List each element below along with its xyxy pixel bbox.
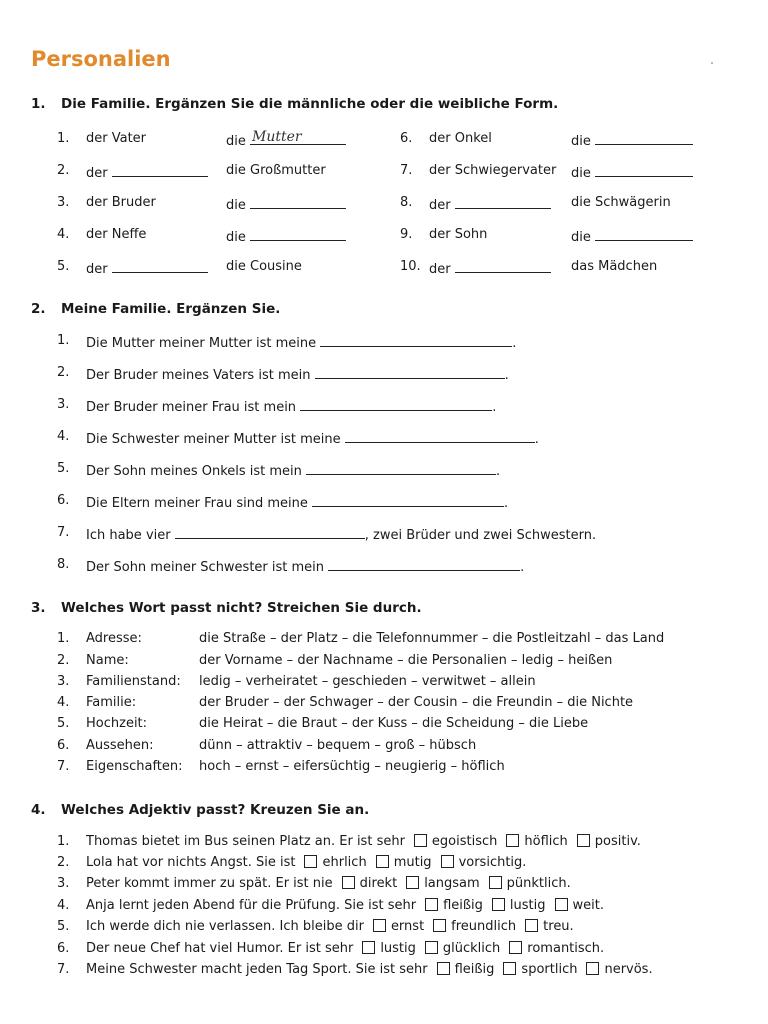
s1-item-5 (57, 259, 302, 277)
word-list[interactable]: der Vorname – der Nachname – die Personalien – ledig – heißen (199, 653, 613, 668)
answer-blank[interactable] (250, 227, 346, 241)
s3-item-7 (57, 759, 505, 774)
item-text: Die Mutter meiner Mutter ist meine (86, 336, 317, 351)
answer-blank[interactable] (250, 195, 346, 209)
option-label: romantisch. (527, 941, 605, 956)
checkbox[interactable] (492, 898, 505, 911)
item-feminine: die Cousine (226, 259, 302, 274)
item-end: . (520, 560, 525, 575)
option-label: glücklich (442, 941, 501, 956)
item-text: Der Sohn meiner Schwester ist mein (86, 560, 325, 575)
s2-item-8 (57, 557, 525, 575)
section-number: 4. (31, 802, 46, 818)
item-number: 8. (400, 195, 413, 210)
section-number: 3. (31, 600, 46, 616)
item-number: 3. (57, 397, 70, 412)
option-label: lustig (380, 941, 416, 956)
word-list[interactable]: der Bruder – der Schwager – der Cousin – die Freundin – die Nichte (199, 695, 634, 710)
item-label: Name: (86, 653, 129, 668)
checkbox[interactable] (441, 855, 454, 868)
item-masculine: der (86, 262, 108, 277)
item-label: Adresse: (86, 631, 142, 646)
item-number: 7. (400, 163, 413, 178)
checkbox[interactable] (509, 941, 522, 954)
answer-blank[interactable] (455, 195, 551, 209)
item-number: 4. (57, 898, 70, 913)
option-label: ehrlich (322, 855, 367, 870)
option-label: treu. (543, 919, 574, 934)
item-number: 1. (57, 631, 70, 646)
section-title: Die Familie. Ergänzen Sie die männliche oder die weibliche Form. (61, 96, 559, 112)
item-number: 7. (57, 962, 70, 977)
section-title: Meine Familie. Ergänzen Sie. (61, 301, 281, 317)
checkbox[interactable] (437, 962, 450, 975)
item-number: 4. (57, 227, 70, 242)
word-list[interactable]: die Heirat – die Braut – der Kuss – die Scheidung – die Liebe (199, 716, 589, 731)
item-end: . (492, 400, 497, 415)
checkbox[interactable] (586, 962, 599, 975)
word-list[interactable]: dünn – attraktiv – bequem – groß – hübsch (199, 738, 477, 753)
item-feminine: die (226, 198, 246, 213)
s4-item-1 (57, 834, 641, 849)
section-title: Welches Wort passt nicht? Streichen Sie durch. (61, 600, 422, 616)
s1-item-3 (57, 195, 246, 213)
answer-blank[interactable] (595, 227, 693, 241)
checkbox[interactable] (433, 919, 446, 932)
s4-item-7 (57, 962, 653, 977)
item-feminine: die Großmutter (226, 163, 326, 178)
s2-item-5 (57, 461, 501, 479)
item-label: Eigenschaften: (86, 759, 183, 774)
s4-item-5 (57, 919, 574, 934)
section-3-heading (31, 600, 422, 616)
answer-blank[interactable] (320, 333, 512, 347)
checkbox[interactable] (362, 941, 375, 954)
item-number: 4. (57, 695, 70, 710)
item-feminine: die (226, 134, 246, 149)
word-list[interactable]: hoch – ernst – eifersüchtig – neugierig – höflich (199, 759, 505, 774)
item-number: 5. (57, 259, 70, 274)
item-masculine: der (429, 198, 451, 213)
item-number: 2. (57, 653, 70, 668)
item-masculine: der (429, 262, 451, 277)
item-number: 5. (57, 919, 70, 934)
option-label: egoistisch (431, 834, 498, 849)
option-label: positiv. (594, 834, 641, 849)
answer-blank[interactable] (455, 259, 551, 273)
s2-item-1 (57, 333, 517, 351)
option-label: langsam (424, 876, 480, 891)
word-list[interactable]: die Straße – der Platz – die Telefonnummer – die Postleitzahl – das Land (199, 631, 665, 646)
s1-item-1 (57, 129, 302, 149)
item-end: . (504, 496, 509, 511)
item-text: Peter kommt immer zu spät. Er ist nie (86, 876, 333, 891)
checkbox[interactable] (342, 876, 355, 889)
item-end: . (496, 464, 501, 479)
item-text: Ich habe vier (86, 528, 171, 543)
section-2-heading (31, 301, 281, 317)
checkbox[interactable] (506, 834, 519, 847)
s2-item-2 (57, 365, 509, 383)
answer-blank[interactable] (595, 163, 693, 177)
item-number: 3. (57, 195, 70, 210)
handwritten-answer: Mutter (252, 129, 302, 145)
s2-item-6 (57, 493, 509, 511)
item-feminine: das Mädchen (571, 259, 658, 274)
item-feminine: die Schwägerin (571, 195, 671, 210)
item-number: 7. (57, 525, 70, 540)
checkbox[interactable] (577, 834, 590, 847)
checkbox[interactable] (304, 855, 317, 868)
item-number: 3. (57, 876, 70, 891)
item-number: 2. (57, 365, 70, 380)
item-masculine: der (86, 166, 108, 181)
s2-item-7 (57, 525, 597, 543)
option-label: mutig (393, 855, 432, 870)
item-number: 4. (57, 429, 70, 444)
item-text: Der neue Chef hat viel Humor. Er ist sehr (86, 941, 354, 956)
item-label: Aussehen: (86, 738, 154, 753)
item-masculine: der Sohn (429, 227, 488, 242)
s1-item-10 (400, 259, 658, 277)
checkbox[interactable] (525, 919, 538, 932)
answer-blank[interactable] (250, 131, 346, 145)
item-number: 2. (57, 163, 70, 178)
option-label: fleißig (443, 898, 483, 913)
checkbox[interactable] (376, 855, 389, 868)
section-number: 1. (31, 96, 46, 112)
answer-blank[interactable] (345, 429, 535, 443)
item-text: Anja lernt jeden Abend für die Prüfung. Sie ist sehr (86, 898, 417, 913)
item-text: Der Bruder meiner Frau ist mein (86, 400, 297, 415)
item-label: Familienstand: (86, 674, 181, 689)
item-masculine: der Schwiegervater (429, 163, 557, 178)
option-label: sportlich (521, 962, 578, 977)
item-number: 6. (57, 941, 70, 956)
item-end: . (534, 432, 539, 447)
section-4-heading (31, 802, 370, 818)
word-list[interactable]: ledig – verheiratet – geschieden – verwitwet – allein (199, 674, 536, 689)
item-text: Der Sohn meines Onkels ist mein (86, 464, 302, 479)
s1-item-8 (400, 195, 671, 213)
item-number: 5. (57, 461, 70, 476)
s1-item-9 (400, 227, 591, 245)
item-masculine: der Onkel (429, 131, 492, 146)
item-feminine: die (571, 166, 591, 181)
answer-blank[interactable] (328, 557, 520, 571)
answer-blank[interactable] (315, 365, 505, 379)
s1-item-6 (400, 131, 591, 149)
answer-blank[interactable] (175, 525, 365, 539)
option-label: vorsichtig. (458, 855, 527, 870)
s3-item-3 (57, 674, 536, 689)
item-number: 1. (57, 333, 70, 348)
s3-item-1 (57, 631, 665, 646)
option-label: fleißig (454, 962, 495, 977)
option-label: direkt (359, 876, 398, 891)
s1-item-7 (400, 163, 591, 181)
answer-blank[interactable] (312, 493, 504, 507)
s3-item-6 (57, 738, 477, 753)
section-title: Welches Adjektiv passt? Kreuzen Sie an. (61, 802, 370, 818)
item-number: 6. (57, 493, 70, 508)
item-end: . (512, 336, 517, 351)
checkbox[interactable] (373, 919, 386, 932)
item-text: Lola hat vor nichts Angst. Sie ist (86, 855, 296, 870)
item-feminine: die (226, 230, 246, 245)
option-label: höflich (524, 834, 568, 849)
item-number: 7. (57, 759, 70, 774)
item-label: Hochzeit: (86, 716, 148, 731)
item-number: 6. (57, 738, 70, 753)
option-label: ernst (390, 919, 425, 934)
item-text: Ich werde dich nie verlassen. Ich bleibe dir (86, 919, 364, 934)
section-1-heading (31, 96, 559, 112)
item-text: Die Eltern meiner Frau sind meine (86, 496, 308, 511)
answer-blank[interactable] (112, 163, 208, 177)
s4-item-4 (57, 898, 604, 913)
answer-blank[interactable] (595, 131, 693, 145)
scan-speck (711, 62, 713, 64)
s4-item-3 (57, 876, 571, 891)
item-end: , zwei Brüder und zwei Schwestern. (364, 528, 597, 543)
item-number: 8. (57, 557, 70, 572)
item-masculine: der Vater (86, 131, 147, 146)
s4-item-2 (57, 855, 527, 870)
item-number: 5. (57, 716, 70, 731)
s3-item-5 (57, 716, 589, 731)
item-number: 2. (57, 855, 70, 870)
s1-item-2 (57, 163, 326, 181)
checkbox[interactable] (406, 876, 419, 889)
s4-item-6 (57, 941, 605, 956)
s2-item-4 (57, 429, 539, 447)
answer-blank[interactable] (300, 397, 492, 411)
item-number: 1. (57, 834, 70, 849)
option-label: weit. (572, 898, 604, 913)
option-label: nervös. (604, 962, 653, 977)
item-masculine: der Neffe (86, 227, 147, 242)
checkbox[interactable] (425, 941, 438, 954)
item-end: . (504, 368, 509, 383)
checkbox[interactable] (414, 834, 427, 847)
s3-item-2 (57, 653, 613, 668)
option-label: freundlich (451, 919, 517, 934)
item-label: Familie: (86, 695, 137, 710)
s1-item-4 (57, 227, 246, 245)
option-label: lustig (509, 898, 546, 913)
item-number: 6. (400, 131, 413, 146)
item-masculine: der Bruder (86, 195, 156, 210)
answer-blank[interactable] (306, 461, 496, 475)
item-number: 10. (400, 259, 421, 274)
item-number: 3. (57, 674, 70, 689)
item-text: Meine Schwester macht jeden Tag Sport. Sie ist sehr (86, 962, 428, 977)
checkbox[interactable] (503, 962, 516, 975)
checkbox[interactable] (489, 876, 502, 889)
item-number: 1. (57, 131, 70, 146)
item-text: Die Schwester meiner Mutter ist meine (86, 432, 341, 447)
page-title: Personalien (31, 47, 171, 71)
item-feminine: die (571, 230, 591, 245)
item-number: 9. (400, 227, 413, 242)
item-feminine: die (571, 134, 591, 149)
s3-item-4 (57, 695, 634, 710)
checkbox[interactable] (555, 898, 568, 911)
item-text: Der Bruder meines Vaters ist mein (86, 368, 311, 383)
item-text: Thomas bietet im Bus seinen Platz an. Er ist sehr (86, 834, 405, 849)
checkbox[interactable] (425, 898, 438, 911)
section-number: 2. (31, 301, 46, 317)
option-label: pünktlich. (506, 876, 571, 891)
answer-blank[interactable] (112, 259, 208, 273)
s2-item-3 (57, 397, 497, 415)
